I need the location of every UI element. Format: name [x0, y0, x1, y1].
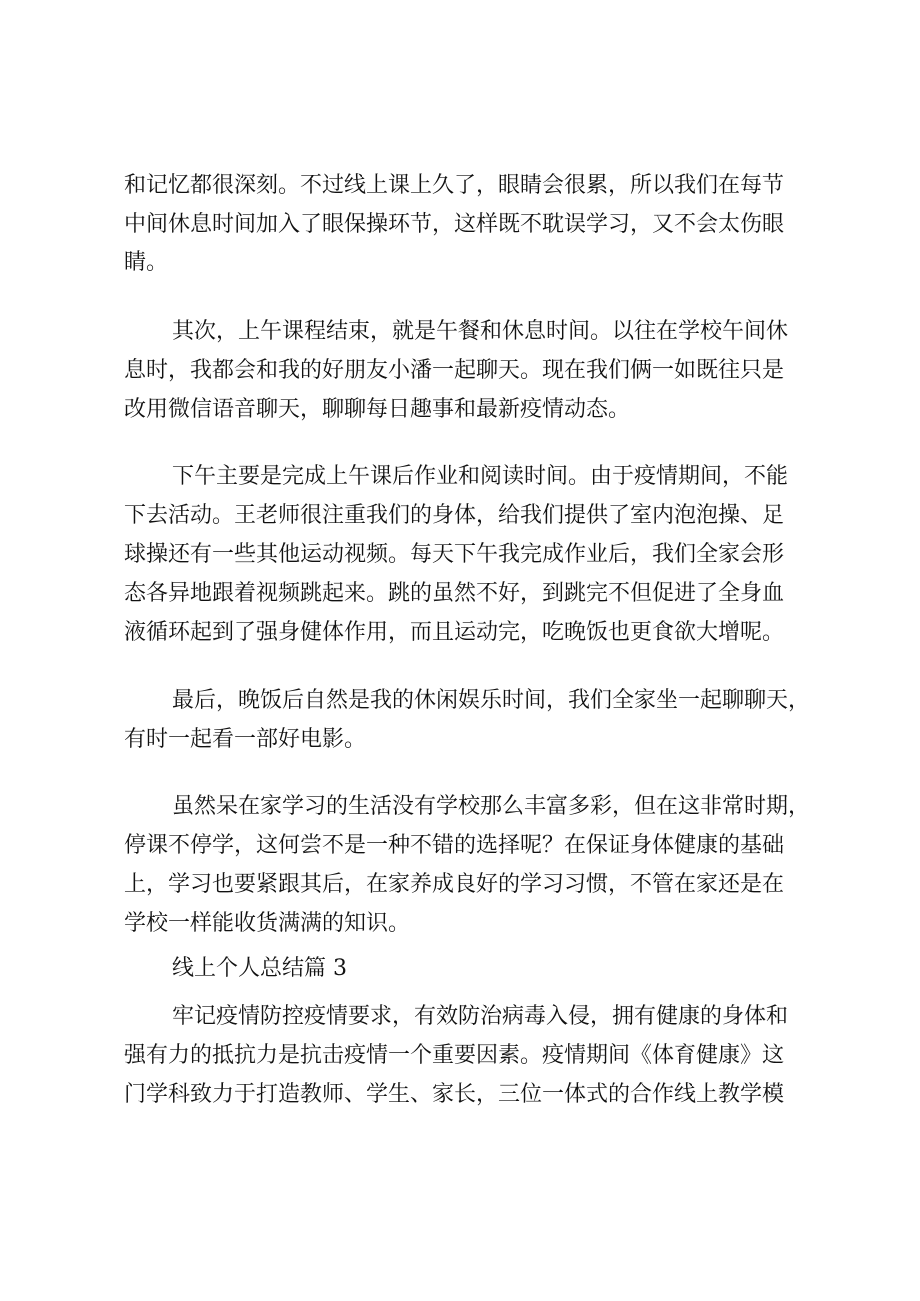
paragraph-1-line-1: 和记忆都很深刻。不过线上课上久了，眼睛会很累，所以我们在每节 — [124, 173, 785, 198]
paragraph-1-line-2: 中间休息时间加入了眼保操环节，这样既不耽误学习，又不会太伤眼 — [124, 212, 785, 237]
paragraph-5-line-1: 虽然呆在家学习的生活没有学校那么丰富多彩，但在这非常时期， — [172, 794, 811, 819]
paragraph-2-line-2: 息时，我都会和我的好朋友小潘一起聊天。现在我们俩一如既往只是 — [124, 358, 785, 383]
final-paragraph-line-2: 强有力的抵抗力是抗击疫情一个重要因素。疫情期间《体育健康》这 — [124, 1043, 785, 1068]
paragraph-4-line-2: 有时一起看一部好电影。 — [124, 727, 367, 752]
paragraph-3-line-4: 态各异地跟着视频跳起来。跳的虽然不好，到跳完不但促进了全身血 — [124, 581, 785, 606]
paragraph-3-line-5: 液循环起到了强身健体作用，而且运动完，吃晚饭也更食欲大增呢。 — [124, 620, 785, 645]
section-heading: 线上个人总结篇 3 — [172, 956, 347, 981]
final-paragraph-line-1: 牢记疫情防控疫情要求，有效防治病毒入侵，拥有健康的身体和 — [172, 1004, 789, 1029]
paragraph-2-line-3: 改用微信语音聊天，聊聊每日趣事和最新疫情动态。 — [124, 397, 631, 422]
paragraph-4-line-1: 最后，晚饭后自然是我的休闲娱乐时间，我们全家坐一起聊聊天， — [172, 688, 811, 713]
final-paragraph-line-3: 门学科致力于打造教师、学生、家长，三位一体式的合作线上教学模 — [124, 1082, 785, 1107]
paragraph-5-line-3: 上，学习也要紧跟其后，在家养成良好的学习习惯，不管在家还是在 — [124, 872, 785, 897]
paragraph-5-line-4: 学校一样能收货满满的知识。 — [124, 911, 411, 936]
paragraph-5-line-2: 停课不停学，这何尝不是一种不错的选择呢？在保证身体健康的基础 — [124, 833, 785, 858]
paragraph-2-line-1: 其次，上午课程结束，就是午餐和休息时间。以往在学校午间休 — [172, 319, 789, 344]
paragraph-3-line-1: 下午主要是完成上午课后作业和阅读时间。由于疫情期间，不能 — [172, 464, 789, 489]
paragraph-3-line-3: 球操还有一些其他运动视频。每天下午我完成作业后，我们全家会形 — [124, 542, 785, 567]
paragraph-1-line-3: 睛。 — [124, 250, 169, 275]
paragraph-3-line-2: 下去活动。王老师很注重我们的身体，给我们提供了室内泡泡操、足 — [124, 503, 785, 528]
